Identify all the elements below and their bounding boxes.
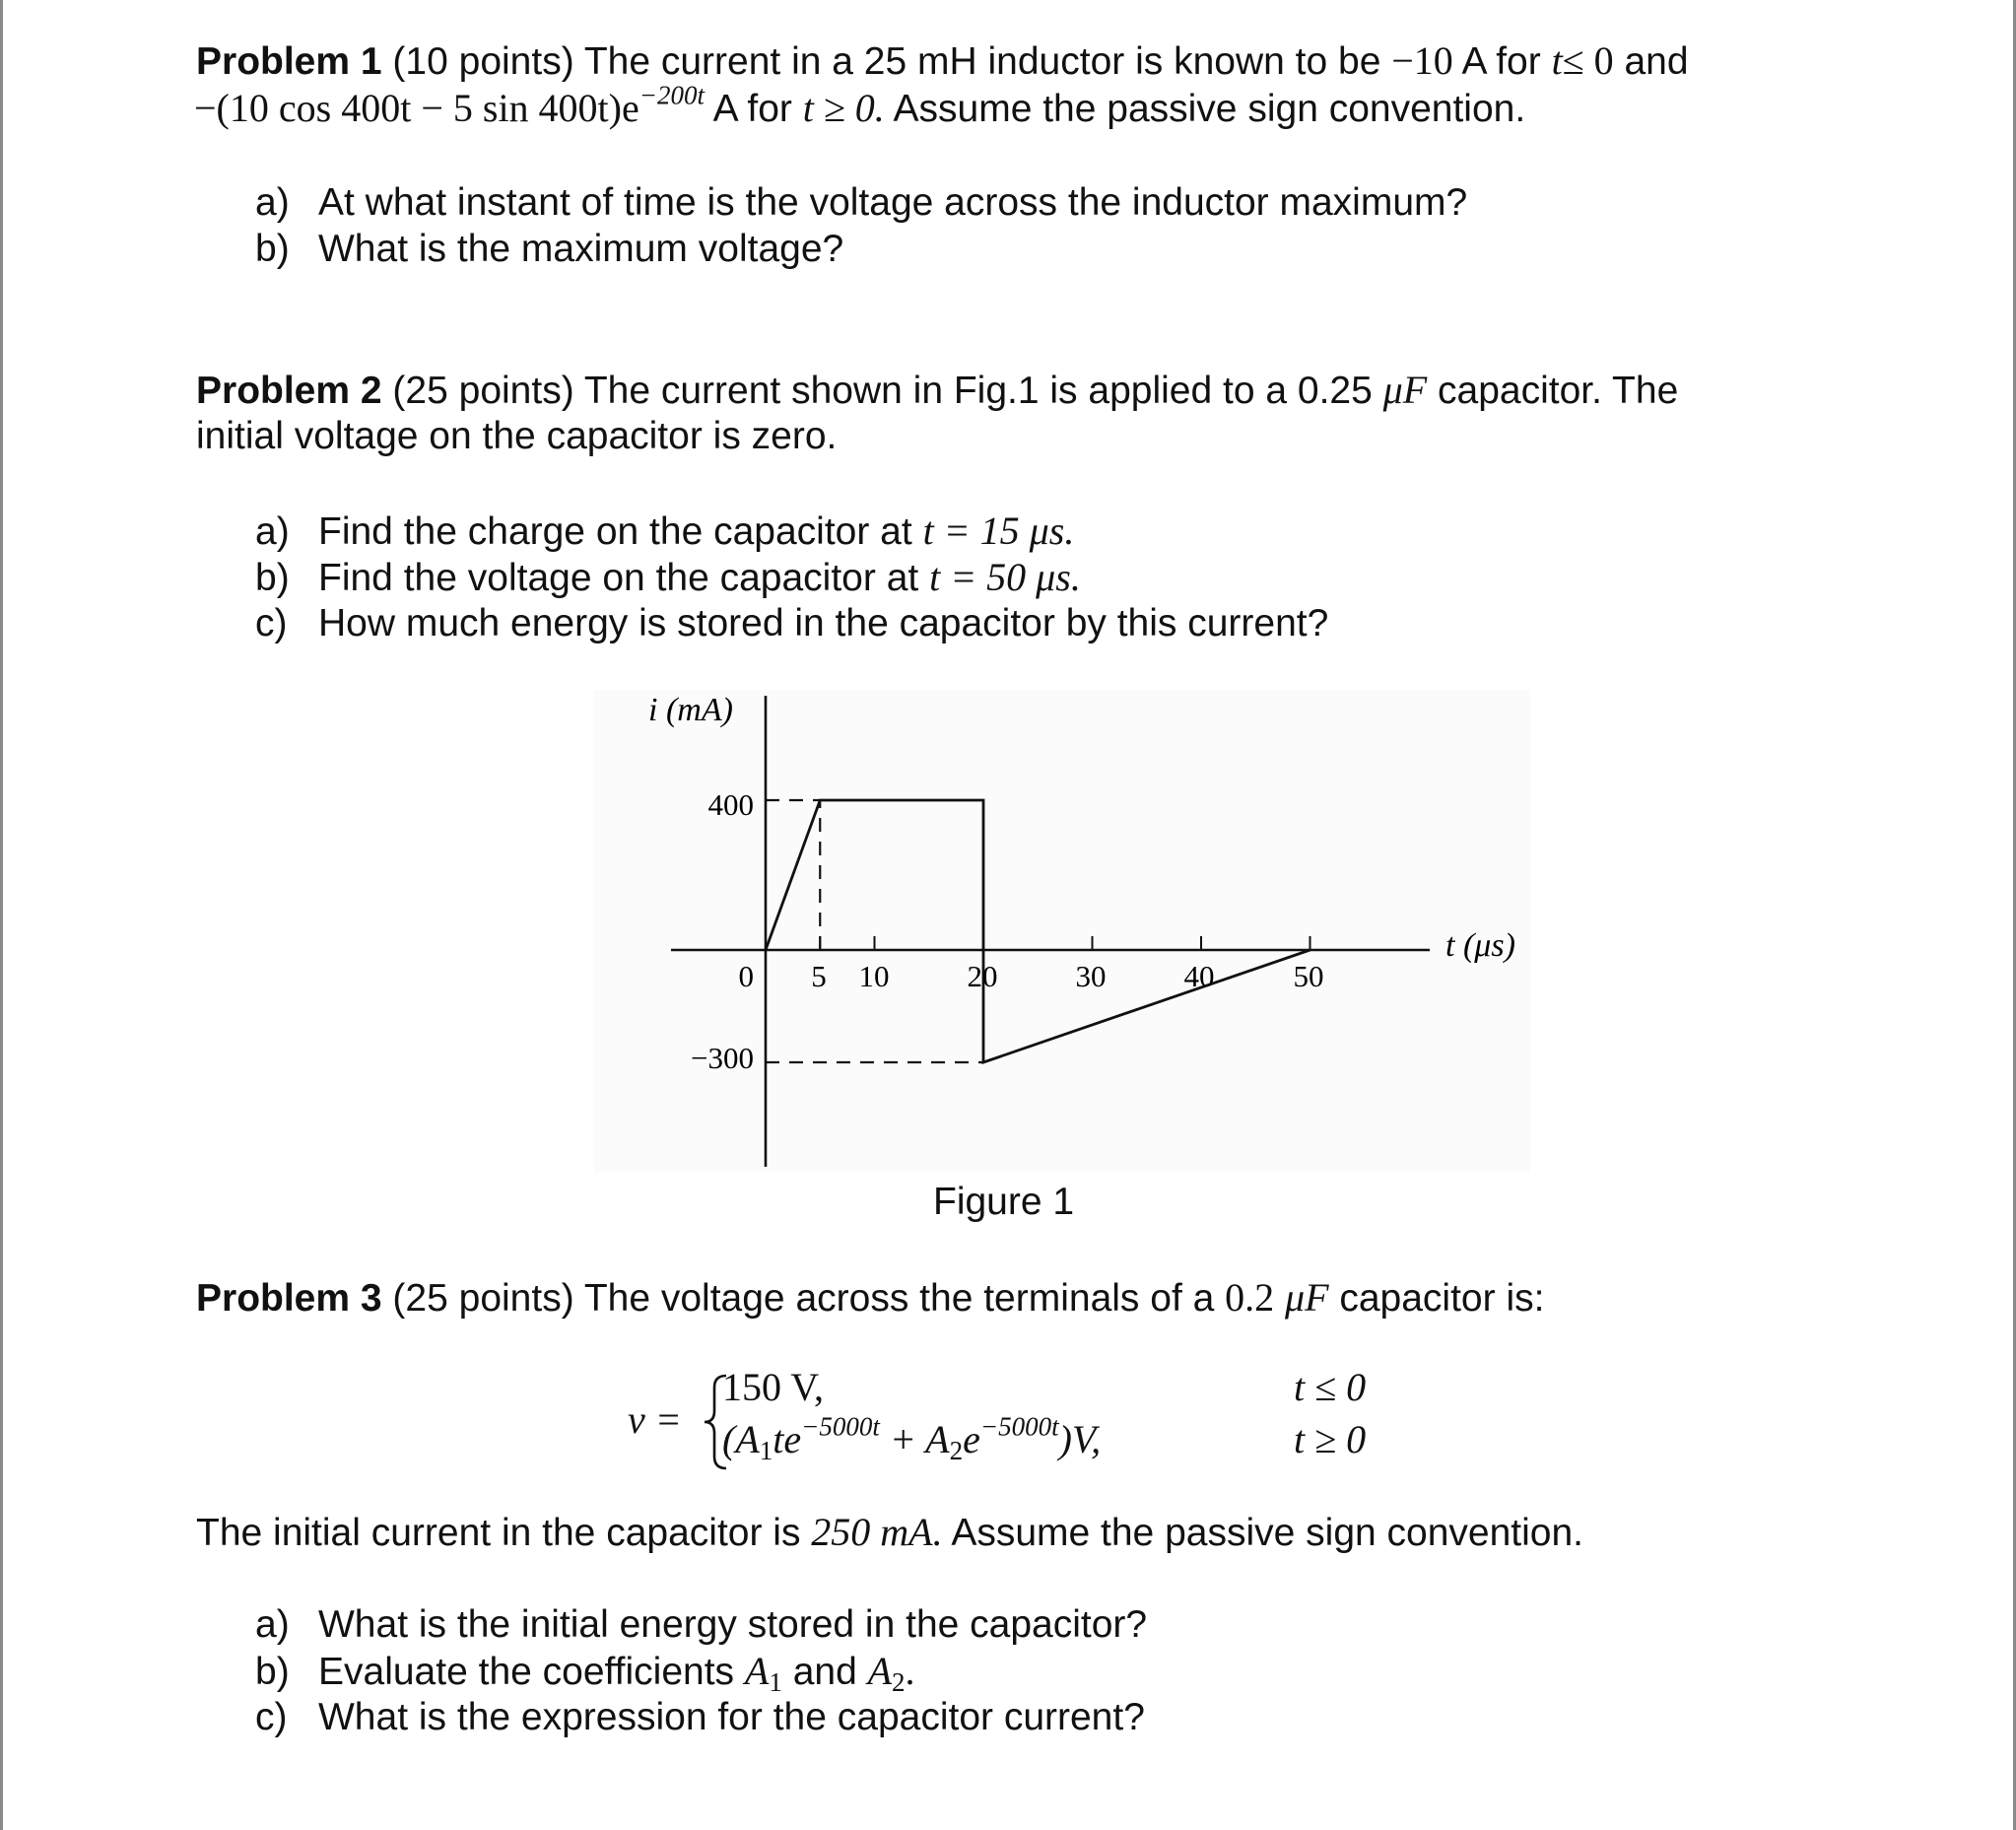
equation-piece2: $(A_1te^{-5000t} + A_2e^{-5000t})V$, — [722, 1411, 1102, 1465]
problem1-cond: ≤ 0 — [1562, 38, 1614, 83]
equation-piece1-condition: t ≤ 0 — [1294, 1365, 1367, 1409]
y-tick-label-neg300: −300 — [691, 1041, 754, 1075]
problem2-item-c: c) How much energy is stored in the capacitor by this current? — [255, 602, 1329, 644]
problem2-text-tail: capacitor. The — [1438, 370, 1679, 412]
problem3-item-b: b) Evaluate the coefficients $A_1$ and $A_2$. — [255, 1649, 915, 1697]
problem3-line1 — [196, 1274, 1832, 1322]
y-axis-label: i (mA) — [648, 692, 733, 728]
problem1-cond-t: t — [1551, 38, 1563, 83]
problem1-line2-b: Assume the passive sign convention. — [893, 88, 1526, 130]
x-tick-label-50: 50 — [1293, 959, 1324, 993]
problem1-title: Problem 1 — [196, 40, 382, 83]
problem3-title: Problem 3 — [196, 1277, 382, 1320]
problem1-and: and — [1624, 40, 1689, 83]
problem1-item-a: a) At what instant of time is the voltage across the inductor maximum? — [255, 181, 1468, 224]
problem2-item-a: a) Find the charge on the capacitor at t = 15 μs. — [255, 508, 1075, 553]
problem2-item-b: b) Find the voltage on the capacitor at t = 50 μs. — [255, 555, 1081, 599]
problem2-title: Problem 2 — [196, 370, 382, 412]
problem3-cap-value: 0.2 — [1225, 1275, 1275, 1320]
equation-piece1: 150 V, — [722, 1365, 825, 1409]
problem3-text: The voltage across the terminals of a — [583, 1277, 1215, 1320]
problem1-unit: A for — [1461, 40, 1541, 83]
x-tick-label-30: 30 — [1075, 959, 1107, 993]
problem2-points: (25 points) — [392, 370, 574, 412]
problem1-text: The current in a 25 mH inductor is known to be — [583, 40, 1381, 83]
problem3-text-tail: capacitor is: — [1339, 1277, 1545, 1320]
problem1-current-expression: −(10 cos 400t − 5 $\sin 400t)e^{-200t}$ — [194, 80, 705, 130]
problem3-item-c: c) What is the expression for the capacitor current? — [255, 1696, 1145, 1738]
x-tick-label-5: 5 — [811, 959, 827, 993]
figure1-caption: Figure 1 — [933, 1181, 1075, 1223]
x-tick-label-20: 20 — [967, 959, 998, 993]
problem3-unit: μF — [1285, 1275, 1329, 1320]
x-tick-label-10: 10 — [858, 959, 890, 993]
problem1-initial-current: −10 — [1391, 38, 1453, 83]
problem3-item-a: a) What is the initial energy stored in the capacitor? — [255, 1603, 1148, 1646]
x-tick-label-40: 40 — [1183, 959, 1215, 993]
problem1-line2-a: A for — [712, 88, 792, 130]
problem1-exponent: −200t — [638, 80, 705, 110]
figure1-axes — [594, 690, 1530, 1173]
problem1-line2-cond: t ≥ 0. — [802, 86, 885, 130]
problem2-line2: initial voltage on the capacitor is zero. — [196, 415, 838, 457]
problem2-text: The current shown in Fig.1 is applied to a 0.25 — [583, 370, 1373, 412]
problem3-points: (25 points) — [392, 1277, 574, 1320]
problem3-current-value: 250 mA. — [811, 1510, 943, 1554]
plot-area — [594, 690, 1530, 1173]
y-tick-label-0: 0 — [738, 959, 754, 993]
problem2-unit: μF — [1382, 368, 1428, 412]
problem1-item-b: b) What is the maximum voltage? — [255, 228, 844, 270]
problem3-current-line: The initial current in the capacitor is 250 mA. Assume the passive sign convention. — [196, 1510, 1584, 1554]
x-axis-label: t (μs) — [1445, 927, 1515, 964]
equation-lhs: v = — [628, 1397, 682, 1442]
equation-piece2-condition: t ≥ 0 — [1294, 1417, 1367, 1461]
problem1-points: (10 points) — [392, 40, 574, 83]
y-tick-label-400: 400 — [707, 787, 754, 822]
